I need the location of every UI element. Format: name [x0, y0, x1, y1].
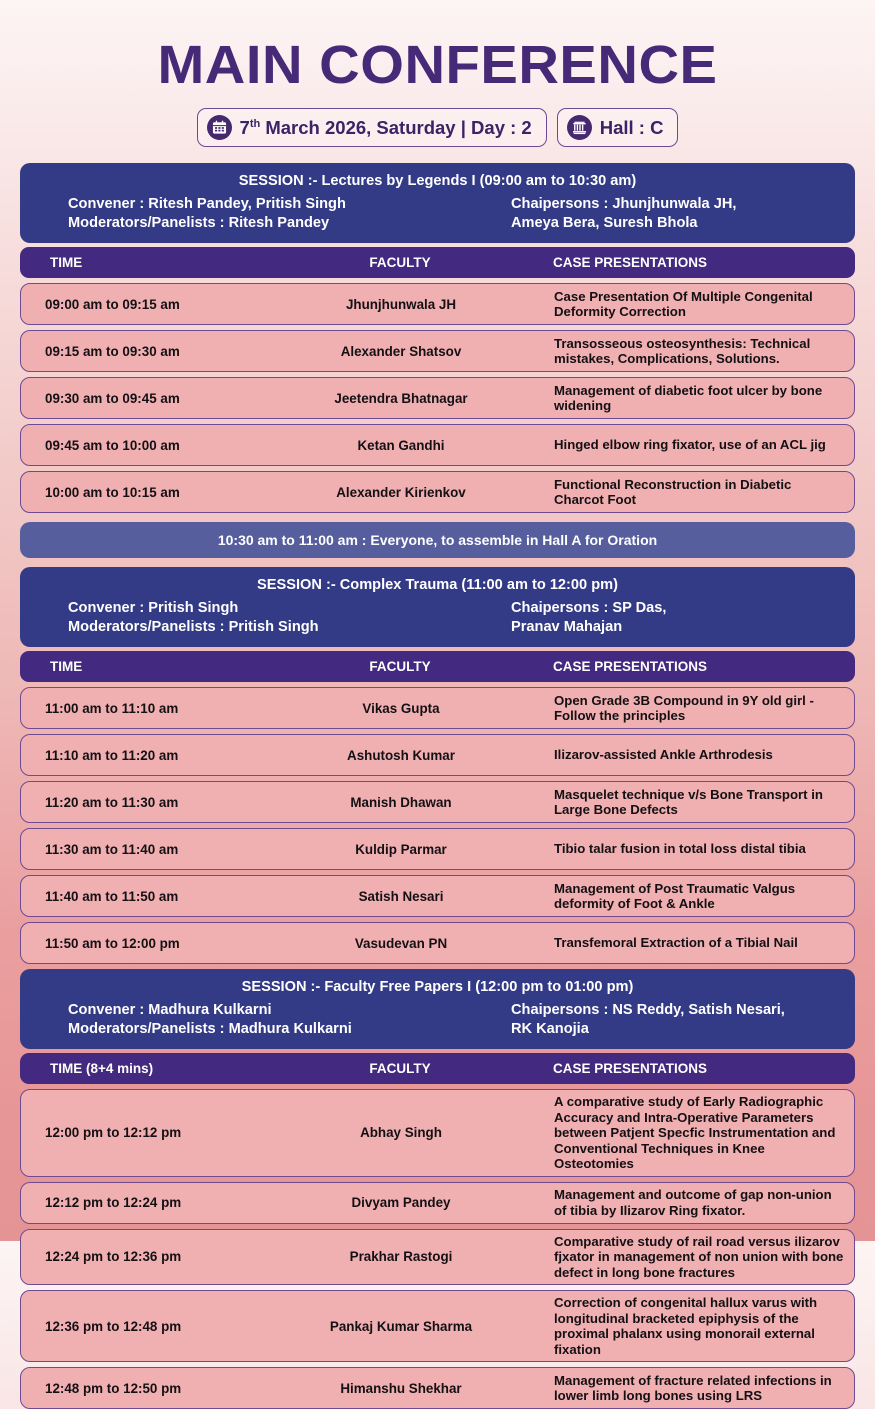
row-faculty: Divyam Pandey: [351, 1195, 451, 1210]
date-badge: [197, 108, 547, 147]
row-case: A comparative study of Early Radiographic Accuracy and Intra-Operative Parameters between Patjent Specfic Instrumentation and Conventional Techniques in Knee Osteotomies: [554, 1094, 836, 1171]
row-faculty: Satish Nesari: [358, 888, 444, 904]
row-faculty: Alexander Shatsov: [340, 343, 462, 359]
session-chairpersons-line2: Pranav Mahajan: [511, 619, 623, 635]
table-row: [20, 875, 855, 917]
row-faculty: Vasudevan PN: [354, 935, 448, 951]
table-row: [20, 781, 855, 823]
session-chairpersons-block: [511, 599, 841, 637]
session-convener: Convener : Pritish Singh: [68, 600, 239, 616]
session-chairpersons-block: [511, 1001, 841, 1039]
session-convener-block: [34, 599, 319, 637]
row-time: 09:15 am to 09:30 am: [45, 343, 180, 359]
table-row: [20, 922, 855, 964]
column-header-case: CASE PRESENTATIONS: [553, 659, 708, 674]
row-time: 12:12 pm to 12:24 pm: [45, 1195, 182, 1210]
column-header-row: [20, 1053, 855, 1084]
session-header-2: [20, 567, 855, 647]
row-time: 12:00 pm to 12:12 pm: [45, 1125, 182, 1141]
row-faculty: Jeetendra Bhatnagar: [334, 390, 468, 406]
row-faculty: Abhay Singh: [360, 1125, 442, 1141]
date-day-suffix: th: [249, 117, 261, 130]
row-time: 11:40 am to 11:50 am: [45, 888, 179, 904]
row-faculty: Ketan Gandhi: [357, 437, 445, 453]
table-row: [20, 377, 855, 419]
session-meta: [34, 1001, 841, 1039]
break-banner: 10:30 am to 11:00 am : Everyone, to assemble in Hall A for Oration: [20, 522, 855, 558]
table-row: [20, 283, 855, 325]
session-chairpersons-line2: RK Kanojia: [511, 1021, 589, 1037]
row-case: Ilizarov-assisted Ankle Arthrodesis: [554, 747, 773, 763]
row-faculty: Alexander Kirienkov: [336, 484, 466, 500]
row-case: Management of Post Traumatic Valgus deformity of Foot & Ankle: [554, 880, 796, 911]
session-meta: [34, 599, 841, 637]
column-header-time: TIME: [50, 659, 83, 674]
row-faculty: Himanshu Shekhar: [340, 1380, 462, 1396]
session-chairpersons-line1: Chaipersons : Jhunjhunwala JH,: [511, 196, 737, 212]
schedule-content: [0, 163, 875, 1409]
date-badge-label: [240, 117, 532, 139]
row-case: Functional Reconstruction in Diabetic Charcot Foot: [554, 476, 792, 507]
session-moderators: Moderators/Panelists : Ritesh Pandey: [68, 215, 330, 231]
row-case: Case Presentation Of Multiple Congenital Deformity Correction: [554, 288, 813, 319]
row-time: 11:30 am to 11:40 am: [45, 841, 179, 857]
table-row: [20, 1182, 855, 1224]
session-header-3: [20, 969, 855, 1049]
table-row: [20, 471, 855, 513]
row-time: 09:00 am to 09:15 am: [45, 296, 180, 312]
session-chairpersons-line2: Ameya Bera, Suresh Bhola: [511, 215, 698, 231]
row-case: Masquelet technique v/s Bone Transport in Large Bone Defects: [554, 786, 823, 817]
row-time: 09:30 am to 09:45 am: [45, 390, 180, 406]
row-time: 12:36 pm to 12:48 pm: [45, 1318, 182, 1334]
row-time: 11:50 am to 12:00 pm: [45, 935, 180, 951]
session-block-2: [20, 567, 855, 964]
row-faculty: Kuldip Parmar: [355, 841, 447, 857]
page-header: [0, 0, 875, 147]
row-case: Correction of congenital hallux varus with longitudinal bracketed epiphysis of the proximal phalanx using monorail external fixation: [554, 1295, 818, 1357]
row-time: 12:48 pm to 12:50 pm: [45, 1380, 182, 1396]
column-header-case: CASE PRESENTATIONS: [553, 1061, 708, 1076]
row-case: Transfemoral Extraction of a Tibial Nail: [554, 935, 798, 951]
row-faculty: Vikas Gupta: [362, 700, 440, 716]
session-title: SESSION :- Faculty Free Papers I (12:00 pm to 01:00 pm): [241, 979, 634, 995]
session-meta: [34, 195, 841, 233]
page-title: MAIN CONFERENCE: [157, 35, 718, 95]
session-convener: Convener : Ritesh Pandey, Pritish Singh: [68, 196, 346, 212]
table-row: [20, 1290, 855, 1362]
row-case: Hinged elbow ring fixator, use of an ACL jig: [554, 437, 826, 453]
table-row: [20, 828, 855, 870]
row-case: Tibio talar fusion in total loss distal tibia: [554, 841, 806, 857]
hall-building-icon: [567, 115, 592, 140]
session-moderators: Moderators/Panelists : Pritish Singh: [68, 619, 319, 635]
session-chairpersons-block: [511, 195, 841, 233]
row-time: 11:10 am to 11:20 am: [45, 747, 179, 763]
session-block-1: [20, 163, 855, 513]
table-row: [20, 687, 855, 729]
row-faculty: Ashutosh Kumar: [347, 747, 455, 763]
session-block-3: [20, 969, 855, 1409]
session-title: SESSION :- Lectures by Legends I (09:00 am to 10:30 am): [238, 173, 637, 189]
row-case: Comparative study of rail road versus ilizarov fjxator in management of non union with bone defect in long bone fractures: [554, 1233, 844, 1280]
column-header-case: CASE PRESENTATIONS: [553, 255, 708, 270]
column-header-faculty: FACULTY: [369, 1061, 431, 1076]
table-row: [20, 734, 855, 776]
row-time: 10:00 am to 10:15 am: [45, 484, 180, 500]
column-header-faculty: FACULTY: [369, 659, 431, 674]
row-faculty: Prakhar Rastogi: [349, 1249, 453, 1265]
table-row: [20, 330, 855, 372]
row-case: Management and outcome of gap non-union of tibia by Ilizarov Ring fixator.: [554, 1187, 832, 1218]
row-time: 11:00 am to 11:10 am: [45, 700, 179, 716]
session-chairpersons-line1: Chaipersons : NS Reddy, Satish Nesari,: [511, 1002, 785, 1018]
table-row: [20, 1089, 855, 1177]
row-case: Open Grade 3B Compound in 9Y old girl - Follow the principles: [554, 692, 814, 723]
column-header-time: TIME: [50, 255, 83, 270]
row-time: 12:24 pm to 12:36 pm: [45, 1249, 182, 1265]
column-header-time: TIME (8+4 mins): [50, 1061, 154, 1076]
date-text: March 2026, Saturday | Day : 2: [260, 116, 532, 138]
row-case: Management of diabetic foot ulcer by bone widening: [554, 382, 823, 413]
row-time: 09:45 am to 10:00 am: [45, 437, 180, 453]
row-case: Management of fracture related infections in lower limb long bones using LRS: [554, 1372, 832, 1403]
row-faculty: Pankaj Kumar Sharma: [329, 1318, 473, 1334]
row-faculty: Manish Dhawan: [350, 794, 452, 810]
column-header-faculty: FACULTY: [369, 255, 431, 270]
session-moderators: Moderators/Panelists : Madhura Kulkarni: [68, 1021, 352, 1037]
header-badges: [0, 108, 875, 147]
row-case: Transosseous osteosynthesis: Technical mistakes, Complications, Solutions.: [554, 335, 811, 366]
column-header-row: [20, 651, 855, 682]
session-chairpersons-line1: Chaipersons : SP Das,: [511, 600, 667, 616]
table-row: [20, 424, 855, 466]
column-header-row: [20, 247, 855, 278]
session-convener-block: [34, 1001, 352, 1039]
hall-badge-label: Hall : C: [599, 116, 664, 138]
session-convener: Convener : Madhura Kulkarni: [68, 1002, 272, 1018]
date-day: 7: [239, 116, 250, 138]
table-row: [20, 1229, 855, 1286]
table-row: [20, 1367, 855, 1409]
session-title: SESSION :- Complex Trauma (11:00 am to 12:00 pm): [257, 577, 618, 593]
session-convener-block: [34, 195, 346, 233]
session-header-1: [20, 163, 855, 243]
hall-badge: [557, 108, 679, 147]
calendar-icon: [207, 115, 232, 140]
row-faculty: Jhunjhunwala JH: [345, 296, 457, 312]
row-time: 11:20 am to 11:30 am: [45, 794, 179, 810]
